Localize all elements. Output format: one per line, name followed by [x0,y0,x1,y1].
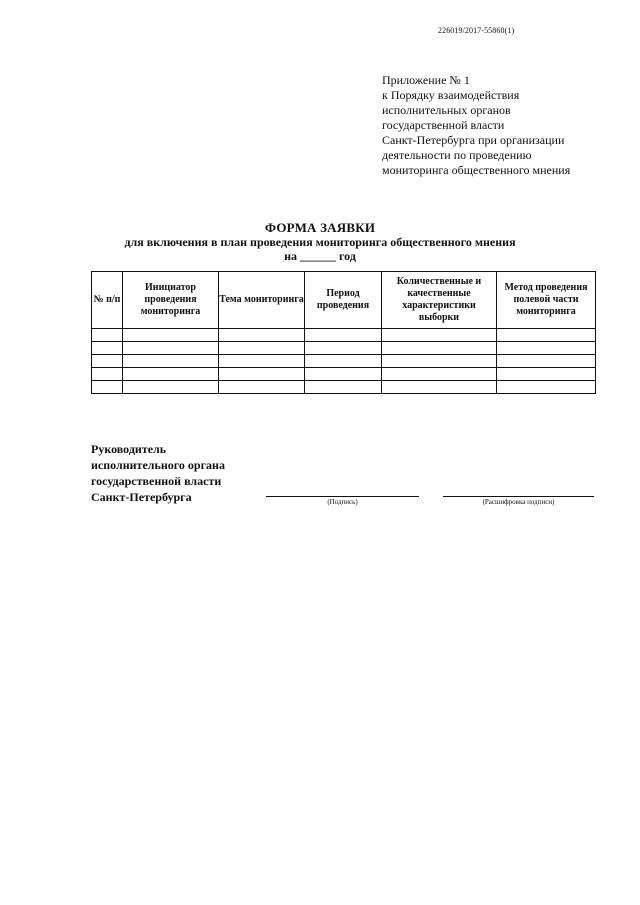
appendix-line: деятельности по проведению [382,148,532,162]
table-header-row [92,272,596,329]
column-header-number: № п/п [92,272,123,329]
request-table [91,271,596,394]
table-cell[interactable] [497,355,596,368]
signatory-block [91,441,225,505]
column-header-topic: Тема мониторинга [219,272,305,329]
table-cell[interactable] [92,342,123,355]
table-cell[interactable] [219,381,305,394]
table-cell[interactable] [382,368,497,381]
signatory-line: Руководитель [91,442,167,456]
table-row [92,342,596,355]
appendix-line: мониторинга общественного мнения [382,163,571,177]
signatory-line: исполнительного органа [91,458,225,472]
signature-decoding-line[interactable] [443,496,594,497]
table-cell[interactable] [123,329,219,342]
column-header-initiator: Инициатор проведения мониторинга [123,272,219,329]
table-cell[interactable] [123,381,219,394]
form-title-subtitle: для включения в план проведения мониторинга общественного мнения [124,235,516,249]
table-row [92,355,596,368]
appendix-line: к Порядку взаимодействия [382,88,520,102]
table-cell[interactable] [92,368,123,381]
column-header-method: Метод проведения полевой части мониторинга [497,272,596,329]
table-row [92,329,596,342]
table-cell[interactable] [382,355,497,368]
table-cell[interactable] [92,355,123,368]
table-cell[interactable] [497,329,596,342]
table-cell[interactable] [497,368,596,381]
signatory-line: государственной власти [91,474,222,488]
column-header-sample: Количественные и качественные характеристики выборки [382,272,497,329]
signatory-line: Санкт-Петербурга [91,490,192,504]
form-title-year: на ______ год [284,249,356,263]
appendix-line: исполнительных органов [382,103,511,117]
appendix-block [382,73,612,178]
table-cell[interactable] [123,342,219,355]
table-cell[interactable] [92,381,123,394]
table-cell[interactable] [123,368,219,381]
table-row [92,368,596,381]
appendix-line: Приложение № 1 [382,73,470,87]
table-cell[interactable] [382,329,497,342]
table-cell[interactable] [219,329,305,342]
table-cell[interactable] [219,342,305,355]
table-cell[interactable] [219,355,305,368]
table-cell[interactable] [305,342,382,355]
form-title [0,221,640,263]
table-cell[interactable] [382,381,497,394]
table-cell[interactable] [92,329,123,342]
column-header-period: Период проведения [305,272,382,329]
table-cell[interactable] [305,329,382,342]
table-cell[interactable] [497,381,596,394]
table-cell[interactable] [305,381,382,394]
signature-line[interactable] [266,496,419,497]
form-title-main: ФОРМА ЗАЯВКИ [264,220,376,235]
table-cell[interactable] [305,368,382,381]
signature-caption: (Подпись) [327,498,358,506]
table-cell[interactable] [219,368,305,381]
appendix-line: государственной власти [382,118,505,132]
appendix-line: Санкт-Петербурга при организации [382,133,565,147]
table-cell[interactable] [382,342,497,355]
document-id: 226019/2017-55860(1) [438,26,515,35]
table-row [92,381,596,394]
table-cell[interactable] [305,355,382,368]
signature-decoding-caption: (Расшифровка подписи) [482,498,555,506]
table-cell[interactable] [123,355,219,368]
table-cell[interactable] [497,342,596,355]
